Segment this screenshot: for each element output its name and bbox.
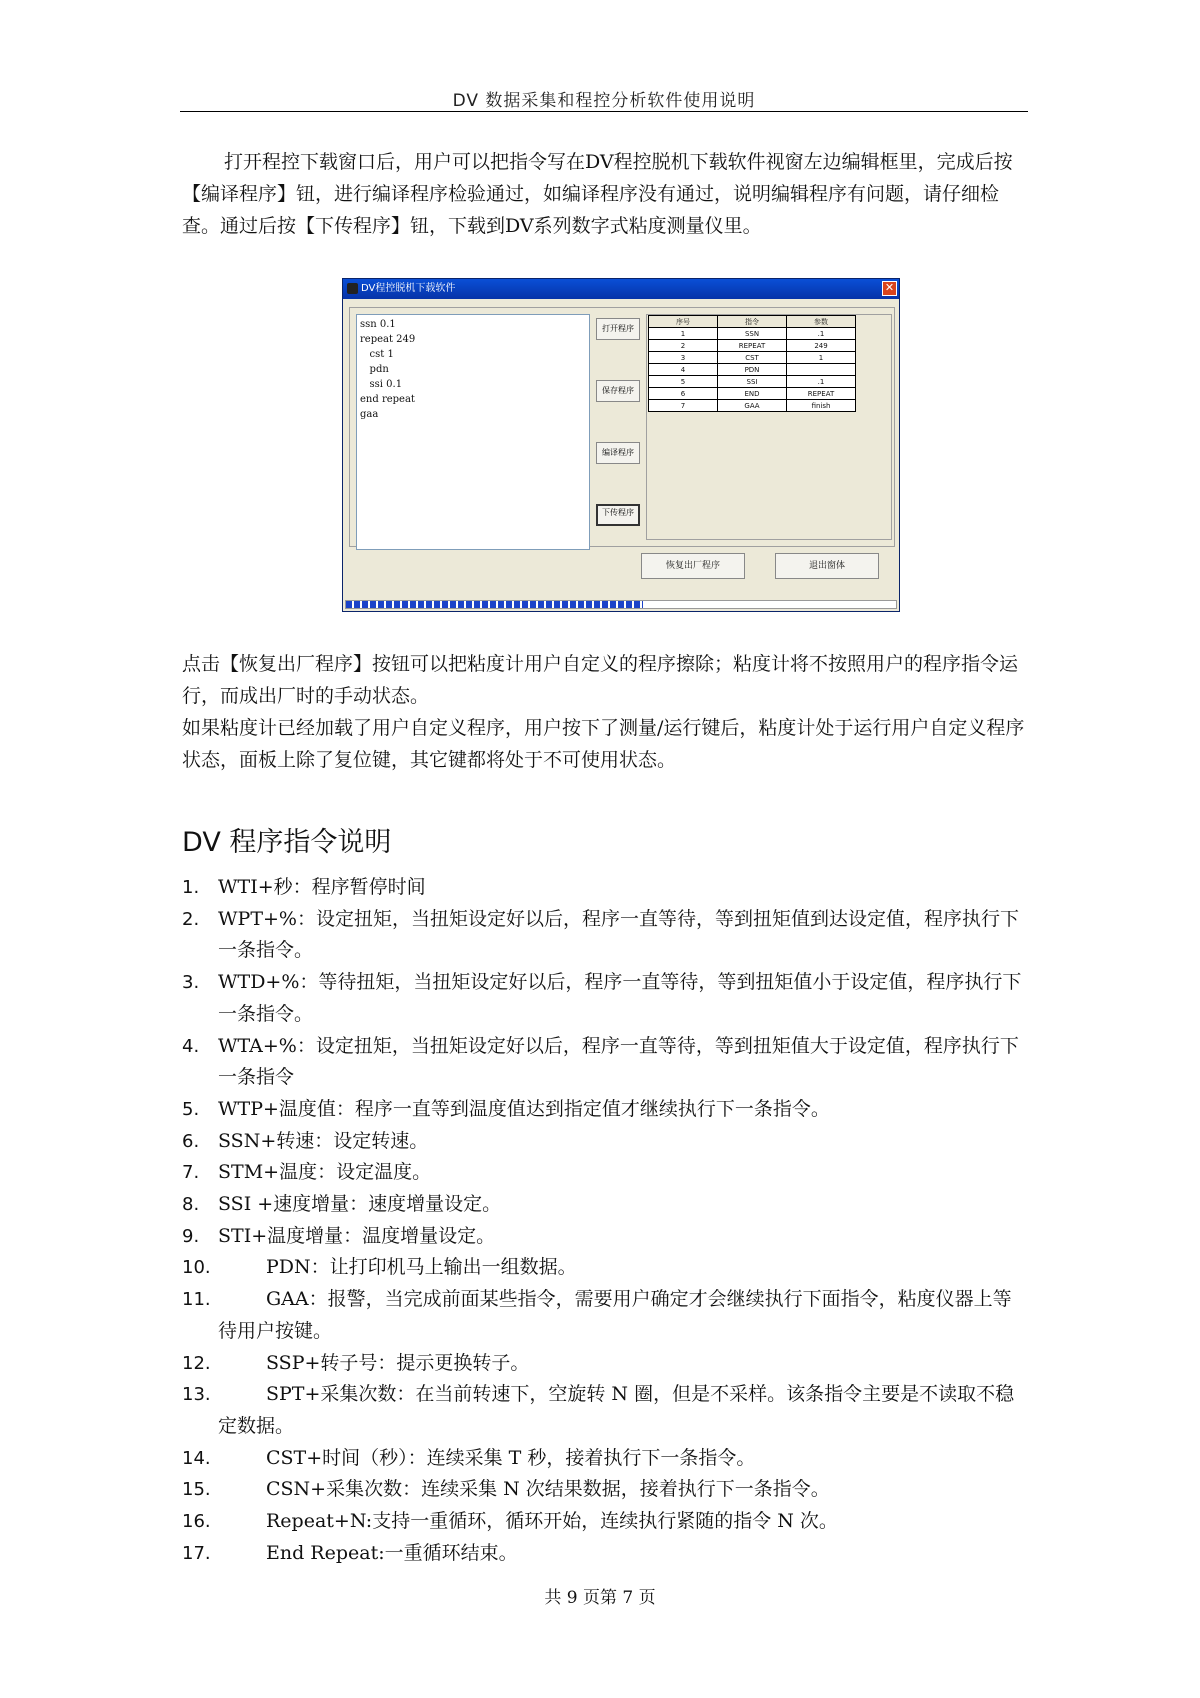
restore-paragraph xyxy=(182,648,1028,776)
list-item xyxy=(182,1157,1028,1189)
list-item-text: WTA+%：设定扭矩，当扭矩设定好以后，程序一直等待，等到扭矩值大于设定值，程序执行下一条指令 xyxy=(218,1034,1019,1089)
compile-program-button[interactable]: 编译程序 xyxy=(596,442,640,464)
table-cell: END xyxy=(718,388,787,400)
upload-program-button[interactable]: 下传程序 xyxy=(596,504,640,526)
list-item-text: WTD+%：等待扭矩，当扭矩设定好以后，程序一直等待，等到扭矩值小于设定值，程序执行下一条指令。 xyxy=(218,971,1022,1025)
table-cell: REPEAT xyxy=(787,388,856,400)
download-software-window xyxy=(342,278,900,612)
list-item xyxy=(182,1126,1028,1158)
list-item-number: 14. xyxy=(182,1447,211,1469)
list-item-text: SSP+转子号：提示更换转子。 xyxy=(266,1351,530,1374)
command-grid xyxy=(646,314,892,540)
table-cell: 3 xyxy=(649,352,718,364)
table-row xyxy=(649,328,856,340)
table-row xyxy=(649,340,856,352)
list-item-number: 12. xyxy=(182,1352,211,1374)
list-item-text: SSI +速度增量：速度增量设定。 xyxy=(218,1193,502,1216)
table-row xyxy=(649,364,856,376)
list-item-number: 11. xyxy=(182,1289,211,1311)
table-cell: CST xyxy=(718,352,787,364)
page-header: DV 数据采集和程控分析软件使用说明 xyxy=(452,91,756,111)
table-cell: finish xyxy=(787,400,856,412)
list-item-number: 4. xyxy=(182,1035,200,1057)
list-item-number: 5. xyxy=(182,1098,200,1120)
section-title: DV 程序指令说明 xyxy=(182,827,392,858)
table-cell: PDN xyxy=(718,364,787,376)
list-item-text: STI+温度增量：温度增量设定。 xyxy=(218,1224,496,1247)
list-item-text: GAA：报警，当完成前面某些指令，需要用户确定才会继续执行下面指令，粘度仪器上等待用户按键。 xyxy=(218,1288,1012,1342)
window-titlebar xyxy=(343,279,899,299)
close-icon[interactable]: ✕ xyxy=(882,281,897,296)
list-item xyxy=(182,1443,1028,1475)
list-item-number: 9. xyxy=(182,1225,200,1247)
intro-paragraph: 打开程控下载窗口后，用户可以把指令写在DV程控脱机下载软件视窗左边编辑框里，完成后按【编译程序】钮，进行编译程序检验通过，如编译程序没有通过，说明编辑程序有问题，请仔细检查。通过后按【下传程序】钮，下载到DV系列数字式粘度测量仪里。 xyxy=(182,151,1013,237)
list-item xyxy=(182,1506,1028,1538)
open-program-button[interactable]: 打开程序 xyxy=(596,318,640,340)
table-cell: REPEAT xyxy=(718,340,787,352)
table-cell: SSN xyxy=(718,328,787,340)
progress-bar xyxy=(345,600,897,609)
list-item-number: 2. xyxy=(182,908,200,930)
list-item-text: SPT+采集次数：在当前转速下，空旋转 N 圈，但是不采样。该条指令主要是不读取不稳定数据。 xyxy=(218,1383,1015,1437)
table-cell: SSI xyxy=(718,376,787,388)
column-header-index: 序号 xyxy=(649,316,718,328)
list-item-number: 15. xyxy=(182,1479,211,1501)
running-state-description: 如果粘度计已经加载了用户自定义程序，用户按下了测量/运行键后，粘度计处于运行用户自定义程序状态，面板上除了复位键，其它键都将处于不可使用状态。 xyxy=(182,717,1025,771)
list-item-text: WTI+秒：程序暂停时间 xyxy=(218,876,426,898)
table-cell: 1 xyxy=(649,328,718,340)
header-divider xyxy=(180,111,1028,112)
list-item xyxy=(182,1094,1028,1126)
list-item-number: 16. xyxy=(182,1511,211,1533)
table-cell: 7 xyxy=(649,400,718,412)
page-footer: 共 9 页第 7 页 xyxy=(544,1588,656,1608)
table-cell: GAA xyxy=(718,400,787,412)
list-item xyxy=(182,1284,1028,1347)
list-item-number: 1. xyxy=(182,877,200,898)
list-item-text: PDN：让打印机马上输出一组数据。 xyxy=(266,1256,577,1279)
list-item-number: 10. xyxy=(182,1257,211,1279)
list-item xyxy=(182,1189,1028,1221)
window-content-frame xyxy=(349,307,895,547)
table-cell: 4 xyxy=(649,364,718,376)
list-item-text: WPT+%：设定扭矩，当扭矩设定好以后，程序一直等待，等到扭矩值到达设定值，程序执行下一条指令。 xyxy=(218,907,1019,962)
list-item-number: 6. xyxy=(182,1130,200,1152)
list-item-number: 17. xyxy=(182,1542,211,1564)
table-row xyxy=(649,376,856,388)
table-cell: 1 xyxy=(787,352,856,364)
list-item-number: 7. xyxy=(182,1162,200,1184)
table-cell: 2 xyxy=(649,340,718,352)
list-item-text: STM+温度：设定温度。 xyxy=(218,1161,432,1184)
list-item xyxy=(182,904,1028,967)
list-item-text: SSN+转速：设定转速。 xyxy=(218,1129,429,1152)
list-item xyxy=(182,1379,1028,1442)
table-cell: .1 xyxy=(787,376,856,388)
list-item-number: 13. xyxy=(182,1384,211,1406)
list-item-number: 8. xyxy=(182,1194,200,1216)
list-item-number: 3. xyxy=(182,972,200,994)
table-cell: 249 xyxy=(787,340,856,352)
list-item-text: Repeat+N:支持一重循环，循环开始，连续执行紧随的指令 N 次。 xyxy=(266,1510,838,1533)
table-row xyxy=(649,352,856,364)
window-title: DV程控脱机下载软件 xyxy=(361,283,456,294)
restore-description: 点击【恢复出厂程序】按钮可以把粘度计用户自定义的程序擦除；粘度计将不按照用户的程序指令运行，而成出厂时的手动状态。 xyxy=(182,653,1019,707)
list-item xyxy=(182,1348,1028,1380)
list-item-text: End Repeat:一重循环结束。 xyxy=(266,1541,518,1564)
list-item-text: CST+时间（秒）：连续采集 T 秒，接着执行下一条指令。 xyxy=(266,1446,756,1469)
instruction-list xyxy=(182,872,1028,1569)
list-item xyxy=(182,1474,1028,1506)
list-item xyxy=(182,1252,1028,1284)
table-cell xyxy=(787,364,856,376)
column-header-command: 指令 xyxy=(718,316,787,328)
table-row xyxy=(649,388,856,400)
table-row xyxy=(649,400,856,412)
list-item xyxy=(182,1538,1028,1570)
restore-factory-button[interactable]: 恢复出厂程序 xyxy=(641,553,745,579)
table-cell: 6 xyxy=(649,388,718,400)
exit-window-button[interactable]: 退出窗体 xyxy=(775,553,879,579)
table-cell: 5 xyxy=(649,376,718,388)
list-item xyxy=(182,967,1028,1030)
save-program-button[interactable]: 保存程序 xyxy=(596,380,640,402)
app-icon xyxy=(347,283,358,294)
command-table xyxy=(648,315,856,412)
list-item-text: CSN+采集次数：连续采集 N 次结果数据，接着执行下一条指令。 xyxy=(266,1478,830,1501)
list-item xyxy=(182,872,1028,904)
column-header-param: 参数 xyxy=(787,316,856,328)
list-item-text: WTP+温度值：程序一直等到温度值达到指定值才继续执行下一条指令。 xyxy=(218,1097,830,1120)
program-editor[interactable]: ssn 0.1 repeat 249 cst 1 pdn ssi 0.1 end repeat gaa xyxy=(356,314,590,550)
list-item xyxy=(182,1221,1028,1253)
list-item xyxy=(182,1031,1028,1094)
table-cell: .1 xyxy=(787,328,856,340)
progress-fill xyxy=(346,601,643,608)
